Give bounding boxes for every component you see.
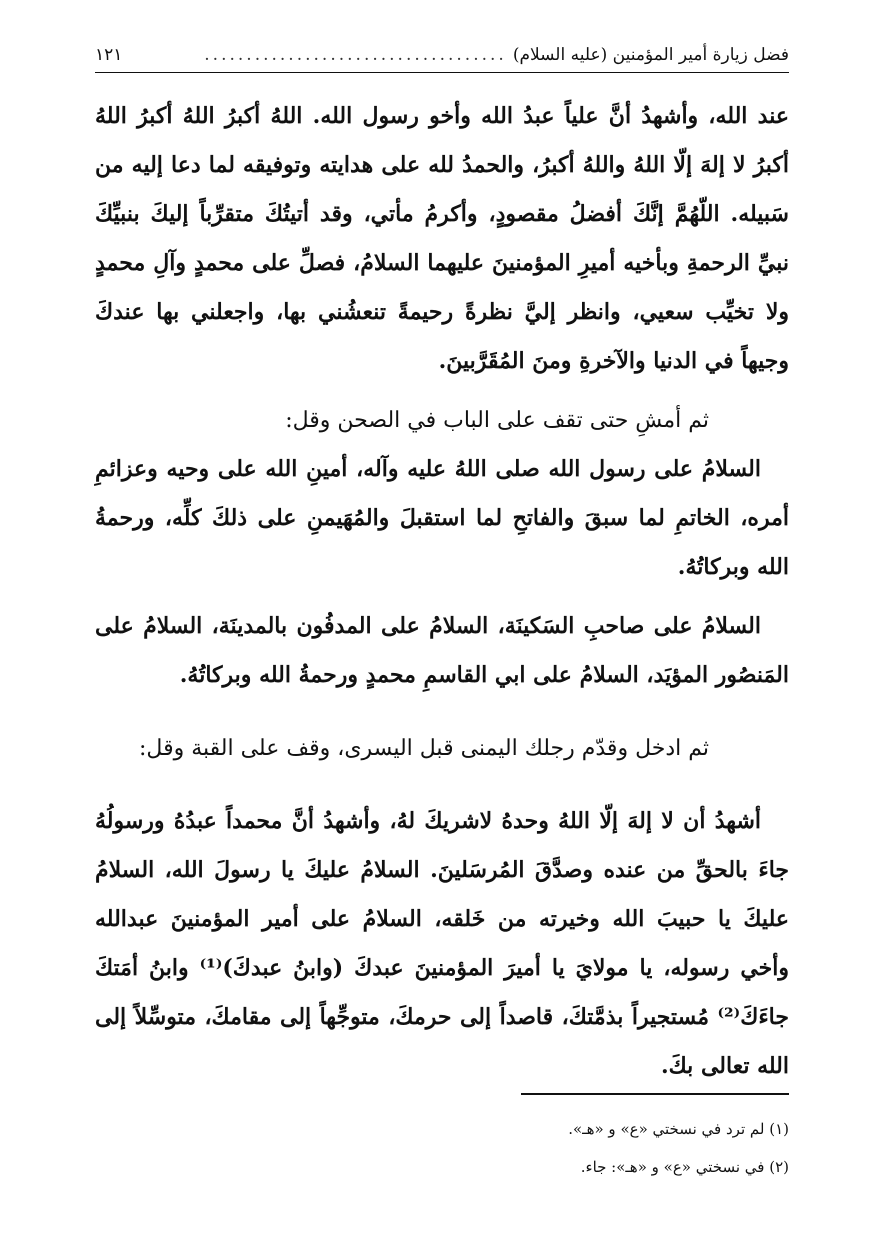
running-header	[95, 38, 789, 73]
footnote-1: (١) لم ترد في نسختي «ع» و «هـ».	[568, 1120, 789, 1138]
paragraph-salutation-abulqasim: السلامُ على صاحبِ السَكينَة، السلامُ على المدفُون بالمدينَة، السلامُ على المَنصُور المؤيَد، السلامُ على ابي القاسمِ محمدٍ ورحمةُ الله وبركاتُهُ.	[95, 613, 789, 688]
footnote-2: (٢) في نسختي «ع» و «هـ»: جاء.	[580, 1158, 789, 1176]
main-text	[95, 92, 789, 1091]
page-number: ١٢١	[95, 45, 123, 65]
paragraph-salutation-prophet: السلامُ على رسول الله صلى اللهُ عليه وآله، أمينِ الله على وحيه وعزائمِ أمره، الخاتمِ لما سبقَ والفاتحِ لما استقبلَ والمُهَيمنِ على ذلكَ كلِّه، ورحمةُ الله وبركاتُهُ.	[95, 456, 789, 580]
header-dot-leader: ....................................	[204, 45, 507, 65]
paragraph-instruction-enter: ثم ادخل وقدّم رجلك اليمنى قبل اليسرى، وقف على القبة وقل:	[139, 736, 709, 761]
paragraph-testimony: أشهدُ أن لا إلهَ إلّا اللهُ وحدهُ لاشريكَ لهُ، وأشهدُ أنَّ محمداً عبدُهُ ورسولُهُ جاءَ بالحقِّ من عنده وصدَّقَ المُرسَلينَ. السلامُ عليكَ يا رسولَ الله، السلامُ عليكَ يا حبيبَ الله وخيرته من خَلقه، السلامُ على أمير المؤمنينَ عبدالله وأخي رسوله، يا مولايَ يا أميرَ المؤمنينَ عبدكَ (وابنُ عبدكَ)⁽¹⁾ وابنُ أمَتكَ جاءَكَ⁽²⁾ مُستجيراً بذمَّتكَ، قاصداً إلى حرمكَ، متوجِّهاً إلى مقامكَ، متوسِّلاً إلى الله تعالى بكَ.	[95, 808, 789, 1079]
header-title: فضل زيارة أمير المؤمنين (عليه السلام)	[512, 45, 789, 65]
footnote-separator	[521, 1093, 789, 1095]
paragraph-prayer-opening: عند الله، وأشهدُ أنَّ علياً عبدُ الله وأخو رسول الله. اللهُ أكبرُ اللهُ أكبرُ اللهُ أكبرُ لا إلهَ إلّا اللهُ واللهُ أكبرُ، والحمدُ لله على هدايته وتوفيقه لما دعا إليه من سَبيله. اللّهُمَّ إنَّكَ أفضلُ مقصودٍ، وأكرمُ مأتي، وقد أتيتُكَ متقرِّباً إليكَ بنبيِّكَ نبيِّ الرحمةِ وبأخيه أميرِ المؤمنينَ عليهما السلامُ، فصلِّ على محمدٍ وآلِ محمدٍ ولا تخيِّب سعيي، وانظر إليَّ نظرةً رحيمةً تنعشُني بها، واجعلني بها عندكَ وجيهاً في الدنيا والآخرةِ ومنَ المُقَرَّبينَ.	[95, 103, 789, 374]
paragraph-instruction-courtyard: ثم أمشِ حتى تقف على الباب في الصحن وقل:	[285, 408, 709, 433]
footnotes	[300, 1110, 789, 1186]
